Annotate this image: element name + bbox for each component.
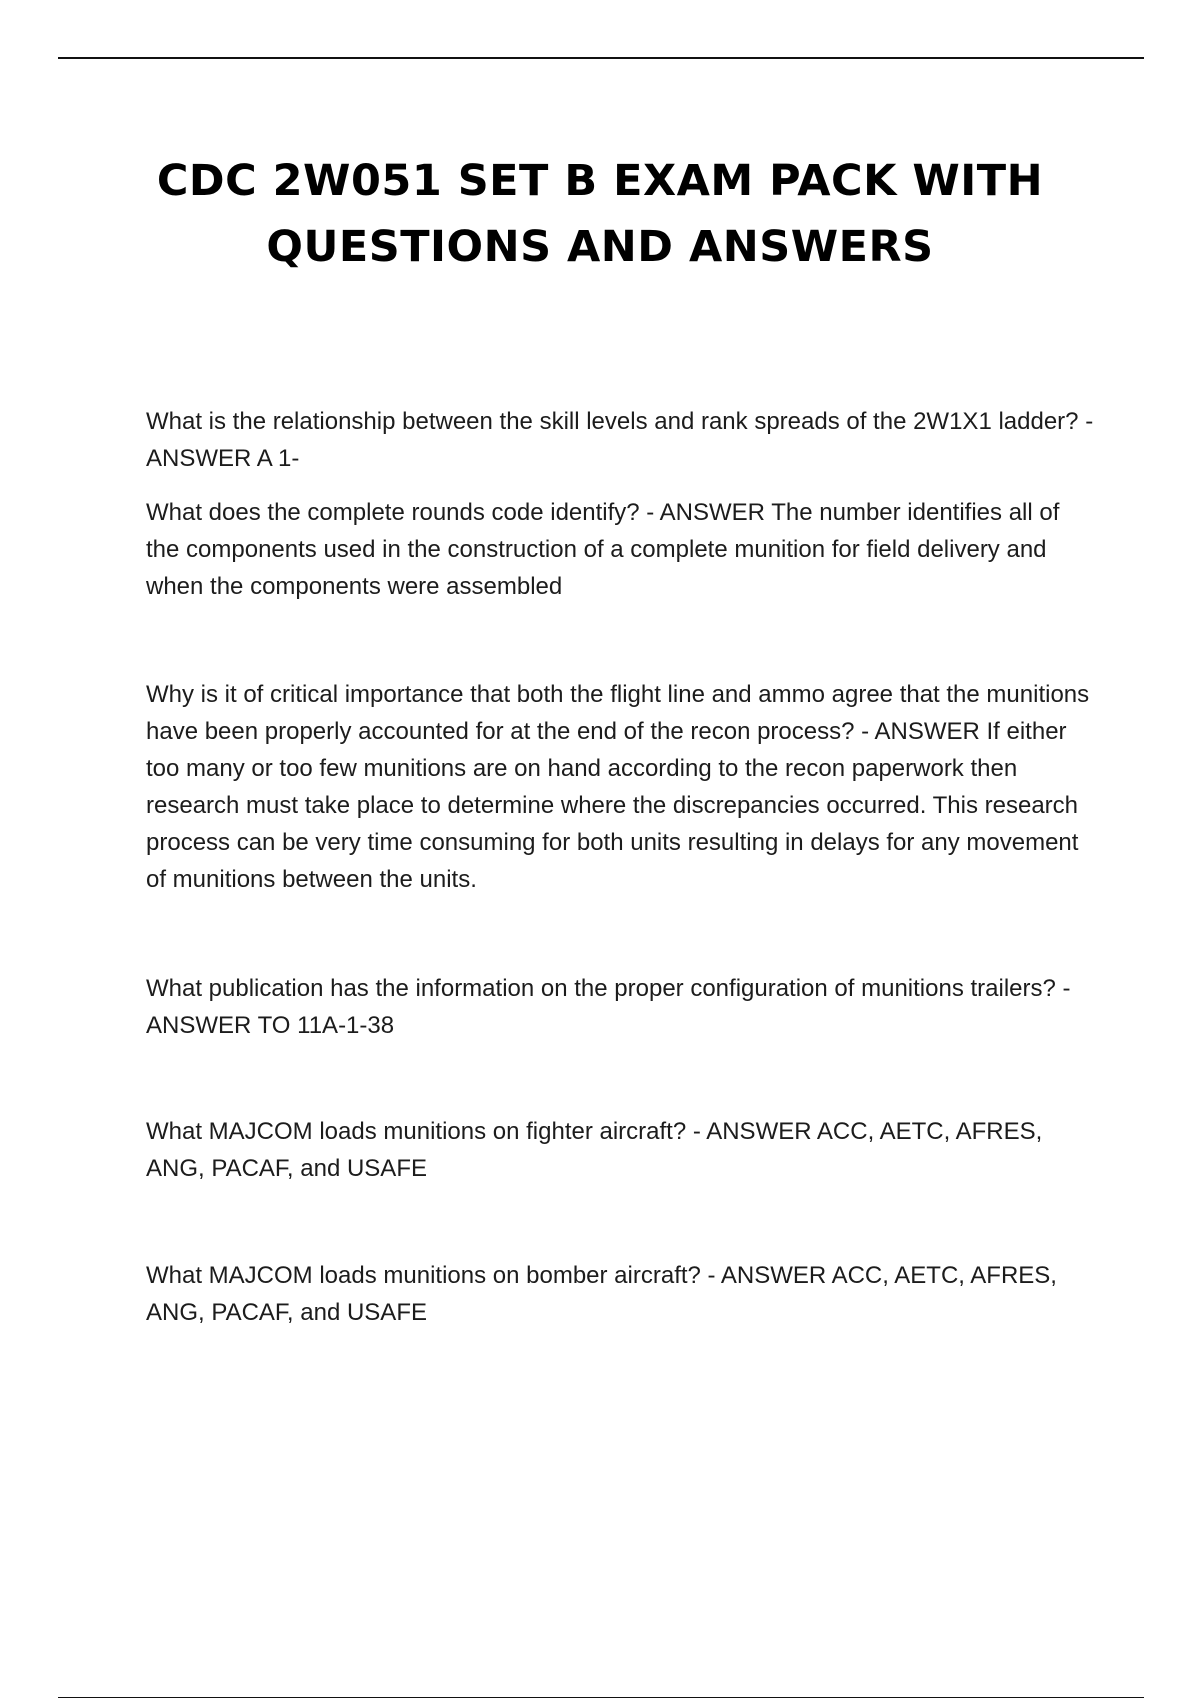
question-text: What is the relationship between the skill levels and rank spreads of the 2W1X1 ladder? - [146, 408, 1093, 435]
qa-item [146, 1113, 1096, 1187]
qa-item [146, 494, 1096, 605]
answer-label: ANSWER [720, 1262, 827, 1289]
answer-text: A 1- [256, 445, 300, 472]
answer-label: ANSWER [706, 1118, 812, 1145]
question-text: Why is it of critical importance that both the flight line and ammo agree that the munitions have been properly accounted for at the end of the recon process? - [146, 681, 1089, 745]
qa-item [146, 1257, 1096, 1331]
qa-item [146, 970, 1096, 1044]
qa-item [146, 403, 1096, 477]
answer-text: If either too many or too few munitions are on hand according to the recon paperwork then research must take place to determine where the discrepancies occurred. This research process can be very time consuming for both units resulting in delays for any movement of munitions between the units. [146, 718, 1079, 893]
answer-text: ACC, AETC, AFRES, ANG, PACAF, and USAFE [146, 1262, 1057, 1326]
answer-text: ACC, AETC, AFRES, ANG, PACAF, and USAFE [146, 1118, 1043, 1182]
top-divider [58, 57, 1144, 59]
question-text: What does the complete rounds code identify? - [146, 499, 660, 526]
question-text: What MAJCOM loads munitions on bomber aircraft? - [146, 1262, 721, 1289]
answer-label: ANSWER [659, 499, 765, 526]
answer-text: TO 11A-1-38 [257, 1012, 395, 1039]
question-text: What publication has the information on the proper configuration of munitions trailers? - [146, 975, 1071, 1002]
answer-label: ANSWER [146, 445, 252, 472]
question-text: What MAJCOM loads munitions on fighter aircraft? - [146, 1118, 706, 1145]
document-title: CDC 2W051 SET B EXAM PACK WITH QUESTIONS AND ANSWERS [156, 156, 1044, 272]
answer-label: ANSWER [874, 718, 980, 745]
answer-label: ANSWER [146, 1012, 252, 1039]
answer-text: The number identifies all of the components used in the construction of a complete munition for field delivery and when the components were assembled [146, 499, 1060, 600]
bottom-divider [58, 1697, 1144, 1698]
qa-item [146, 676, 1096, 898]
